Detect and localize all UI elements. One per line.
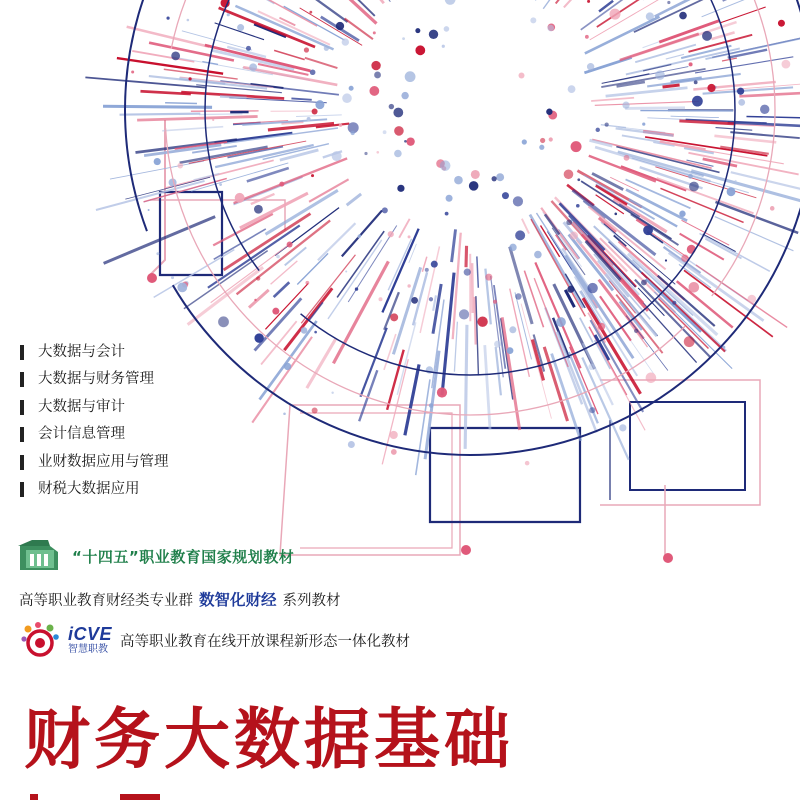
scatter-dot xyxy=(492,176,497,181)
scatter-dot xyxy=(589,407,595,413)
scatter-dot xyxy=(390,313,398,321)
series-prefix: 高等职业教育财经类专业群 xyxy=(19,593,193,609)
book-title: 财务大数据基础 xyxy=(24,701,514,778)
scatter-dot xyxy=(509,326,516,333)
scatter-dot xyxy=(324,46,329,51)
ray-line xyxy=(337,231,384,297)
scatter-dot xyxy=(254,205,263,214)
scatter-dot xyxy=(707,84,715,92)
ray-line xyxy=(663,85,680,87)
scatter-dot xyxy=(429,403,434,408)
scatter-dot xyxy=(305,281,309,285)
scatter-dot xyxy=(437,387,447,397)
scatter-dot xyxy=(311,174,314,177)
scatter-dot xyxy=(379,297,383,301)
scatter-dot xyxy=(310,69,316,75)
ray-line xyxy=(599,218,616,232)
scatter-dot xyxy=(315,100,324,109)
ray-line xyxy=(388,239,411,291)
scatter-dot xyxy=(391,449,397,455)
scatter-dot xyxy=(351,131,355,135)
ray-line xyxy=(601,125,626,128)
scatter-dot xyxy=(304,47,309,52)
ray-line xyxy=(485,345,490,430)
scatter-dot xyxy=(394,150,402,158)
majors-list xyxy=(20,339,169,503)
ray-line xyxy=(536,0,587,1)
scatter-dot xyxy=(383,130,387,134)
ray-line xyxy=(643,65,671,71)
scatter-dot xyxy=(355,287,358,290)
ray-line xyxy=(601,69,705,87)
scatter-dot xyxy=(405,71,416,82)
scatter-dot xyxy=(571,141,582,152)
scatter-dot xyxy=(212,119,214,121)
ray-line xyxy=(723,0,777,1)
scatter-dot xyxy=(587,63,594,70)
scatter-dot xyxy=(376,151,379,154)
scatter-dot xyxy=(642,123,645,126)
bullet-bar xyxy=(20,455,24,470)
bullet-bar xyxy=(20,427,24,442)
plan-badge-text: “十四五”职业教育国家规划教材 xyxy=(72,547,295,566)
scatter-dot xyxy=(605,123,609,127)
scatter-dot xyxy=(342,38,349,45)
scatter-dot xyxy=(249,63,257,71)
ray-line xyxy=(466,246,467,267)
list-item: 大数据与财务管理 xyxy=(20,366,169,393)
scatter-dot xyxy=(667,1,670,4)
scatter-dot xyxy=(256,276,260,280)
scatter-dot xyxy=(348,441,355,448)
scatter-dot xyxy=(684,336,695,347)
scatter-dot xyxy=(388,231,394,237)
ray-line xyxy=(595,101,699,105)
ray-line xyxy=(224,128,338,144)
scatter-dot xyxy=(568,85,576,93)
ray-line xyxy=(545,214,559,234)
ray-line xyxy=(162,127,223,131)
scatter-dot xyxy=(187,19,190,22)
ray-line xyxy=(132,51,194,62)
icve-brand-en: iCVE xyxy=(68,624,113,644)
scatter-dot xyxy=(485,274,492,281)
scatter-dot xyxy=(390,431,398,439)
scatter-dot xyxy=(689,62,693,66)
scatter-dot xyxy=(522,139,527,144)
scatter-dot xyxy=(156,252,159,255)
scatter-dot xyxy=(171,51,180,60)
scatter-dot xyxy=(493,300,497,304)
bullet-bar xyxy=(20,345,24,360)
ray-line xyxy=(165,103,197,104)
ray-line xyxy=(433,295,436,310)
scatter-dot xyxy=(415,28,420,33)
ray-line xyxy=(219,8,315,47)
scatter-dot xyxy=(401,92,408,99)
ray-line xyxy=(301,255,355,323)
ray-line xyxy=(583,201,605,219)
scatter-dot xyxy=(622,102,629,109)
ray-line xyxy=(564,0,576,7)
scatter-dot xyxy=(624,155,630,161)
scatter-dot xyxy=(679,12,687,20)
scatter-dot xyxy=(502,192,509,199)
ray-line xyxy=(730,132,799,138)
scatter-dot xyxy=(694,80,698,84)
scatter-dot xyxy=(567,286,574,293)
scatter-dot xyxy=(737,88,744,95)
national-plan-badge xyxy=(18,538,294,574)
scatter-dot xyxy=(588,364,594,370)
ray-line xyxy=(120,114,201,115)
list-item: 大数据与会计 xyxy=(20,339,169,366)
scatter-dot xyxy=(445,212,449,216)
scatter-dot xyxy=(507,347,514,354)
ray-line xyxy=(125,177,210,199)
ray-line xyxy=(606,88,688,96)
ray-line xyxy=(347,194,361,205)
scatter-dot xyxy=(219,183,222,186)
scatter-dot xyxy=(570,231,578,239)
scatter-dot xyxy=(279,182,284,187)
scatter-dot xyxy=(154,158,161,165)
scatter-dot xyxy=(585,35,589,39)
ray-line xyxy=(585,17,660,54)
scatter-dot xyxy=(546,109,552,115)
scatter-dot xyxy=(373,31,376,34)
ray-line xyxy=(671,116,719,117)
scatter-dot xyxy=(283,412,286,415)
scatter-dot xyxy=(464,269,471,276)
scatter-dot xyxy=(406,137,414,145)
scatter-dot xyxy=(547,25,554,32)
scatter-dot xyxy=(634,329,638,333)
scatter-dot xyxy=(425,268,429,272)
scatter-dot xyxy=(770,206,775,211)
ray-line xyxy=(695,57,793,73)
ray-line xyxy=(557,332,597,433)
ray-line xyxy=(599,1,613,12)
scatter-dot xyxy=(564,169,574,179)
footer-partial-text xyxy=(0,786,800,800)
icve-line xyxy=(20,620,410,660)
scatter-dot xyxy=(598,323,605,330)
ray-line xyxy=(249,290,269,308)
ray-line xyxy=(728,122,800,128)
scatter-dot xyxy=(397,185,404,192)
scatter-dot xyxy=(189,77,192,80)
scatter-dot xyxy=(748,295,757,304)
scatter-dot xyxy=(619,424,626,431)
scatter-dot xyxy=(778,20,785,27)
scatter-dot xyxy=(312,109,318,115)
scatter-dot xyxy=(237,24,244,31)
scatter-dot xyxy=(429,30,438,39)
icve-brand-cn: 智慧职教 xyxy=(68,644,108,655)
ray-line xyxy=(739,93,800,97)
scatter-dot xyxy=(382,207,388,213)
scatter-dot xyxy=(496,173,504,181)
textbook-stack-icon xyxy=(18,540,60,572)
list-item: 财税大数据应用 xyxy=(20,476,169,503)
ray-line xyxy=(127,27,209,47)
ray-line xyxy=(595,340,611,369)
scatter-dot xyxy=(309,11,312,14)
ray-line xyxy=(654,292,732,369)
scatter-dot xyxy=(440,160,451,171)
scatter-dot xyxy=(702,31,712,41)
scatter-dot xyxy=(312,407,318,413)
scatter-dot xyxy=(687,245,696,254)
ray-line xyxy=(305,58,338,68)
scatter-dot xyxy=(540,138,545,143)
ray-line xyxy=(720,7,766,23)
scatter-dot xyxy=(689,182,699,192)
node-dot xyxy=(461,545,471,555)
scatter-dot xyxy=(148,209,150,211)
scatter-dot xyxy=(166,17,169,20)
ray-line xyxy=(247,168,289,181)
scatter-dot xyxy=(614,213,617,216)
scatter-dot xyxy=(782,60,791,69)
scatter-dot xyxy=(525,461,530,466)
ray-line xyxy=(535,262,580,368)
list-item: 业财数据应用与管理 xyxy=(20,449,169,476)
ray-line xyxy=(625,108,685,109)
ray-line xyxy=(96,181,205,210)
scatter-dot xyxy=(760,105,769,114)
scatter-dot xyxy=(513,196,523,206)
scatter-dot xyxy=(566,219,572,225)
scatter-dot xyxy=(287,241,293,247)
scatter-dot xyxy=(738,99,745,106)
scatter-dot xyxy=(643,225,653,235)
scatter-dot xyxy=(534,251,542,259)
scatter-dot xyxy=(515,293,521,299)
scatter-dot xyxy=(445,0,456,5)
bullet-bar xyxy=(20,372,24,387)
ray-line xyxy=(581,0,629,30)
scatter-dot xyxy=(727,187,736,196)
bullet-bar xyxy=(20,482,24,497)
scatter-dot xyxy=(459,309,469,319)
ray-line xyxy=(714,136,776,143)
scatter-dot xyxy=(415,45,425,55)
scatter-dot xyxy=(471,170,480,179)
scatter-dot xyxy=(394,126,404,136)
scatter-dot xyxy=(587,0,590,3)
ray-line xyxy=(309,179,349,202)
ray-line xyxy=(591,98,634,101)
scatter-dot xyxy=(477,316,487,326)
ray-line xyxy=(307,339,336,388)
ray-line xyxy=(137,116,258,120)
scatter-dot xyxy=(587,283,597,293)
scatter-dot xyxy=(301,327,308,334)
scatter-dot xyxy=(442,45,445,48)
scatter-dot xyxy=(519,73,525,79)
scatter-dot xyxy=(177,163,183,169)
scatter-dot xyxy=(431,261,438,268)
circle-arcs xyxy=(125,0,800,455)
scatter-dot xyxy=(404,140,407,143)
scatter-dot xyxy=(655,70,665,80)
bullet-bar xyxy=(20,400,24,415)
series-line xyxy=(19,588,341,610)
ray-line xyxy=(297,253,328,284)
scatter-dot xyxy=(374,72,381,79)
ray-line xyxy=(103,106,212,107)
scatter-dot xyxy=(369,86,379,96)
scatter-dot xyxy=(609,9,620,20)
ray-line xyxy=(274,50,305,59)
ray-line xyxy=(291,98,311,99)
series-suffix: 系列教材 xyxy=(282,593,341,609)
scatter-dot xyxy=(454,176,463,185)
scatter-dot xyxy=(494,341,501,348)
scatter-dot xyxy=(556,317,566,327)
ray-line xyxy=(235,6,333,50)
scatter-dot xyxy=(408,235,411,238)
list-item: 大数据与审计 xyxy=(20,394,169,421)
scatter-dot xyxy=(332,151,342,161)
scatter-dot xyxy=(331,392,333,394)
scatter-dot xyxy=(576,204,580,208)
scatter-dot xyxy=(389,104,394,109)
scatter-dot xyxy=(641,280,647,286)
scatter-dot xyxy=(131,70,134,73)
ray-line xyxy=(193,174,219,181)
ray-line xyxy=(746,116,800,118)
ray-line xyxy=(628,254,717,335)
scatter-dot xyxy=(530,17,536,23)
scatter-dot xyxy=(646,12,654,20)
scatter-dot xyxy=(371,61,380,70)
scatter-dot xyxy=(345,270,347,272)
scatter-dot xyxy=(235,193,245,203)
series-highlight: 数智化财经 xyxy=(199,591,277,609)
ray-line xyxy=(352,0,391,2)
scatter-dot xyxy=(509,244,516,251)
frame-decorations xyxy=(150,120,760,555)
scatter-dot xyxy=(358,234,361,237)
scatter-dot xyxy=(227,13,230,16)
scatter-dot xyxy=(646,372,657,383)
scatter-dot xyxy=(393,108,403,118)
scatter-dot xyxy=(596,128,600,132)
ray-line xyxy=(365,0,383,3)
scatter-dot xyxy=(284,363,291,370)
icve-brand xyxy=(68,625,112,655)
ray-line xyxy=(703,234,736,252)
ray-line xyxy=(465,325,467,449)
scatter-dot xyxy=(177,282,187,292)
scatter-dot xyxy=(171,276,174,279)
scatter-dot xyxy=(218,316,229,327)
ray-line xyxy=(619,204,639,217)
scatter-dot xyxy=(402,37,405,40)
scatter-dot xyxy=(688,174,693,179)
ray-line xyxy=(318,223,356,260)
scatter-dot xyxy=(539,145,544,150)
ray-line xyxy=(454,322,457,372)
scatter-dot xyxy=(444,26,450,32)
scatter-dot xyxy=(407,284,410,287)
ray-line xyxy=(702,0,795,17)
scatter-dot xyxy=(734,180,736,182)
scatter-dot xyxy=(515,230,525,240)
ray-line xyxy=(452,229,456,262)
scatter-dot xyxy=(349,86,354,91)
ray-line xyxy=(472,263,473,313)
scatter-dot xyxy=(672,301,676,305)
ray-line xyxy=(384,292,399,330)
scatter-dot xyxy=(549,137,553,141)
scatter-dot xyxy=(692,96,703,107)
scatter-dot xyxy=(307,117,311,121)
icve-description: 高等职业教育在线开放课程新形态一体化教材 xyxy=(120,633,411,650)
scatter-dot xyxy=(364,152,367,155)
scatter-dot xyxy=(314,331,317,334)
scatter-dot xyxy=(276,255,280,259)
node-dot xyxy=(663,553,673,563)
scatter-dot xyxy=(336,22,344,30)
scatter-dot xyxy=(254,299,256,301)
ray-line xyxy=(274,282,290,297)
scatter-dot xyxy=(342,93,352,103)
scatter-dot xyxy=(254,333,263,342)
scatter-dot xyxy=(272,308,279,315)
list-item: 会计信息管理 xyxy=(20,421,169,448)
ray-line xyxy=(220,96,247,97)
node-dot xyxy=(147,273,157,283)
ray-line xyxy=(399,219,410,238)
ray-line xyxy=(296,115,342,117)
scatter-dot xyxy=(429,297,433,301)
scatter-dot xyxy=(689,282,700,293)
ray-line xyxy=(360,328,386,397)
scatter-dot xyxy=(665,259,667,261)
scatter-dot xyxy=(577,178,580,181)
scatter-dot xyxy=(246,46,251,51)
ray-line xyxy=(345,19,373,40)
ray-line xyxy=(405,364,419,435)
scatter-dot xyxy=(469,181,479,191)
ray-line xyxy=(477,256,478,287)
ray-line xyxy=(543,0,554,9)
icve-flower-icon xyxy=(20,621,62,659)
scatter-dot xyxy=(446,195,453,202)
scatter-dot xyxy=(679,211,685,217)
scatter-dot xyxy=(411,297,418,304)
scatter-dot xyxy=(339,124,342,127)
ray-line xyxy=(715,202,798,233)
